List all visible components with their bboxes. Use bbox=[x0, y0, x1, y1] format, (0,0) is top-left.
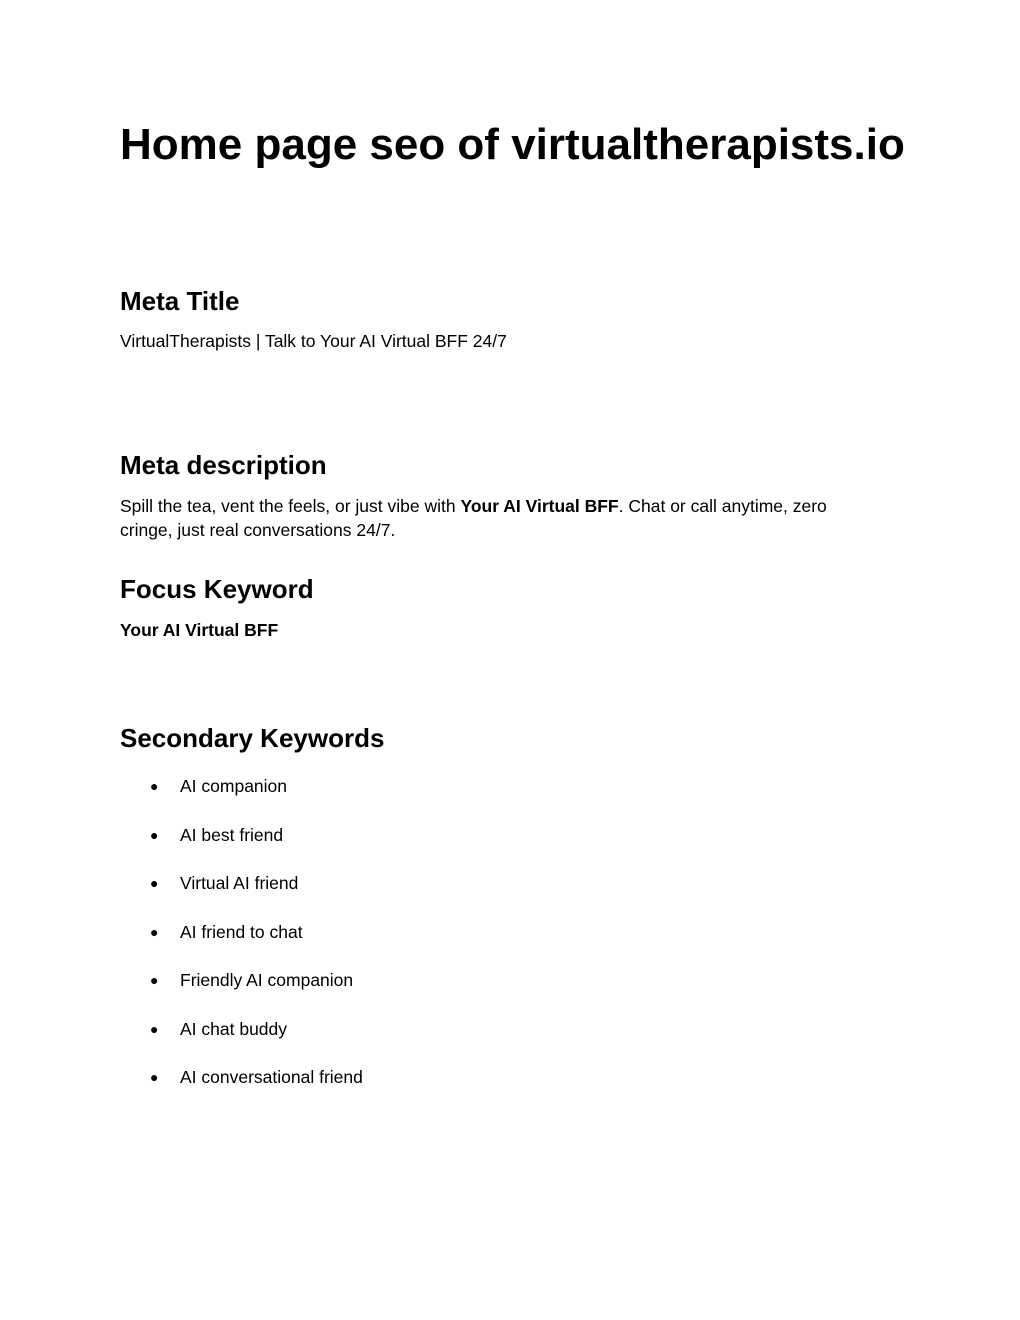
document-title: Home page seo of virtualtherapists.io bbox=[120, 120, 905, 169]
keyword-label: AI best friend bbox=[180, 824, 284, 845]
meta-description-text-after: . Chat or call anytime, zero cringe, just real conversations 24/7. bbox=[120, 496, 827, 540]
keyword-label: AI conversational friend bbox=[180, 1067, 363, 1087]
bullet-icon: ● bbox=[150, 1069, 159, 1085]
keyword-label: Friendly AI companion bbox=[180, 970, 354, 990]
keyword-label: AI companion bbox=[180, 776, 288, 796]
keyword-label: Virtual AI friend bbox=[180, 873, 299, 893]
bullet-icon: ● bbox=[150, 826, 159, 843]
secondary-keywords-heading: Secondary Keywords bbox=[120, 723, 385, 753]
bullet-icon: ● bbox=[150, 778, 159, 794]
meta-title-heading: Meta Title bbox=[120, 286, 240, 316]
bullet-icon: ● bbox=[150, 875, 159, 891]
keyword-label: AI friend to chat bbox=[180, 921, 303, 942]
focus-keyword-text: Your AI Virtual BFF bbox=[120, 620, 279, 640]
keyword-label: AI chat buddy bbox=[180, 1018, 288, 1039]
meta-description-bold-keyword: Your AI Virtual BFF bbox=[460, 496, 619, 516]
meta-description-text bbox=[120, 494, 880, 542]
meta-description-text-before: Spill the tea, vent the feels, or just vibe with bbox=[120, 496, 461, 516]
meta-description-heading: Meta description bbox=[120, 450, 327, 480]
bullet-icon: ● bbox=[150, 972, 159, 988]
bullet-icon: ● bbox=[150, 1020, 159, 1037]
meta-title-text: VirtualTherapists | Talk to Your AI Virtual BFF 24/7 bbox=[120, 331, 507, 351]
bullet-icon: ● bbox=[150, 923, 159, 940]
focus-keyword-heading: Focus Keyword bbox=[120, 574, 314, 604]
